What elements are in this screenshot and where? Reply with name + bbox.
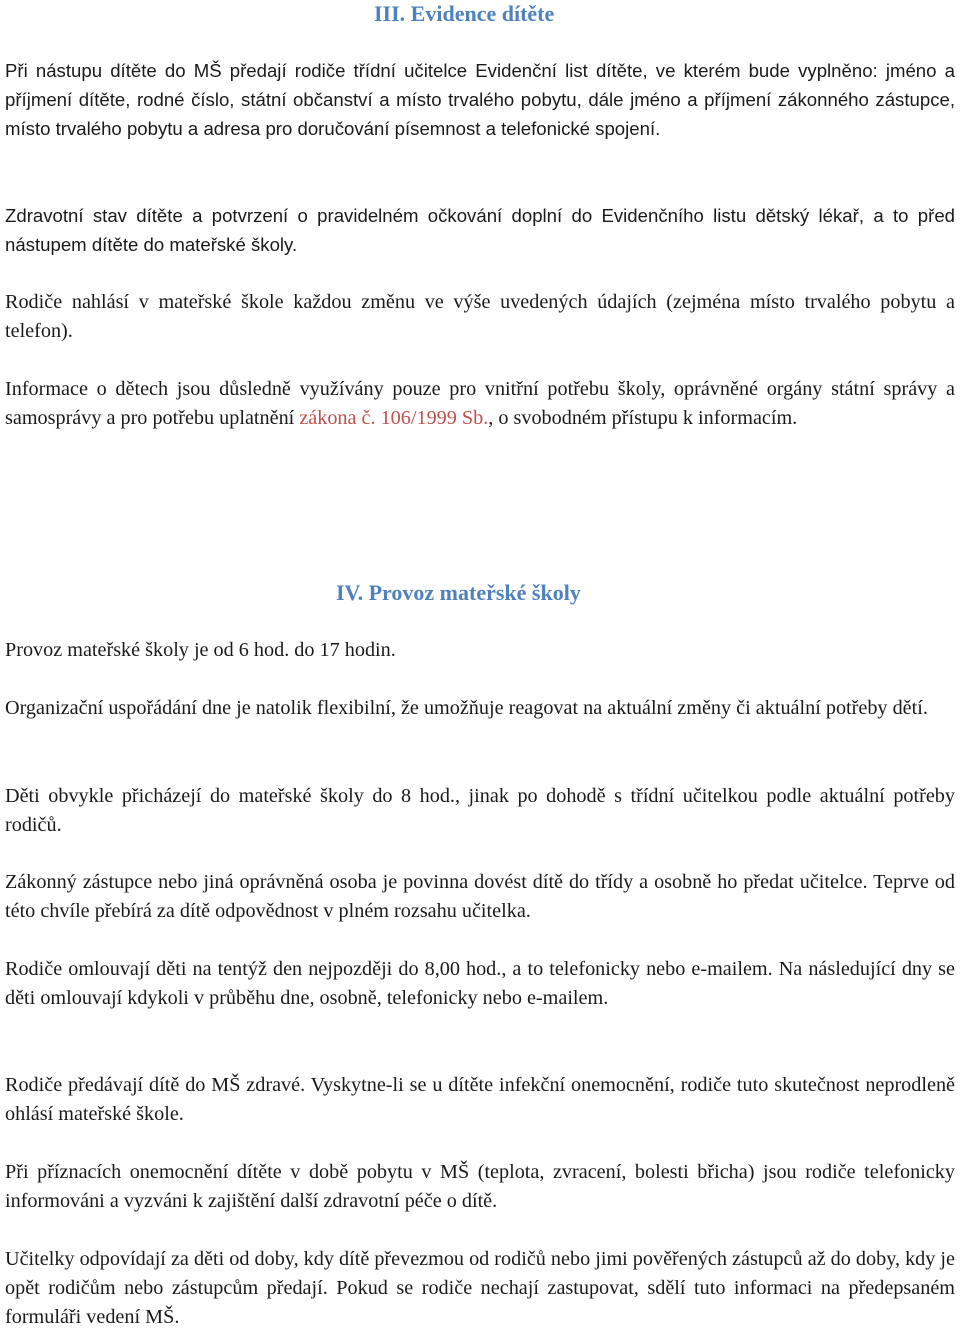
paragraph-arrival-time: Děti obvykle přicházejí do mateřské školy do 8 hod., jinak po dohodě s třídní učitelkou podle aktuální potřeby rodičů. [5, 785, 955, 836]
paragraph-report-changes-text: Rodiče nahlásí v mateřské škole každou změnu ve výše uvedených údajích (zejména místo trvalého pobytu a telefon). [5, 291, 955, 342]
paragraph-data-usage [5, 375, 955, 433]
paragraph-teacher-responsibility: Učitelky odpovídají za děti od doby, kdy dítě převezmou od rodičů nebo jimi pověřených zástupců až do doby, kdy je opět rodičům nebo zástupcům předají. Pokud se rodiče nechají zastupovat, sdělí tuto informaci na předepsaném formuláři vedení MŠ. [5, 1248, 955, 1328]
paragraph-illness-symptoms: Při příznacích onemocnění dítěte v době pobytu v MŠ (teplota, zvracení, bolesti břicha) jsou rodiče telefonicky informováni a vyzváni k zajištění další zdravotní péče o dítě. [5, 1161, 955, 1212]
law-link[interactable]: zákona č. 106/1999 Sb. [299, 407, 489, 429]
paragraph-evidence-list: Při nástupu dítěte do MŠ předají rodiče třídní učitelce Evidenční list dítěte, ve kterém bude vyplněno: jméno a příjmení dítěte, rodné číslo, státní občanství a místo trvalého pobytu, dále jméno a příjmení zákonného zástupce, místo trvalého pobytu a adresa pro doručování písemnost a telefonické spojení. [5, 60, 955, 139]
paragraph-day-organization: Organizační uspořádání dne je natolik flexibilní, že umožňuje reagovat na aktuální změny či aktuální potřeby dětí. [5, 697, 928, 719]
paragraph-data-usage-text: Informace o dětech jsou důsledně využívány pouze pro vnitřní potřebu školy, oprávněné orgány státní správy a samosprávy a pro potřebu uplatnění [5, 378, 955, 429]
paragraph-data-usage-tail: , o svobodném přístupu k informacím. [488, 407, 798, 429]
paragraph-absence-excuse: Rodiče omlouvají děti na tentýž den nejpozději do 8,00 hod., a to telefonicky nebo e-mailem. Na následující dny se děti omlouvají kdykoli v průběhu dne, osobně, telefonicky nebo e-mailem. [5, 958, 955, 1009]
paragraph-handover: Zákonný zástupce nebo jiná oprávněná osoba je povinna dovést dítě do třídy a osobně ho předat učitelce. Teprve od této chvíle přebírá za dítě odpovědnost v plném rozsahu učitelka. [5, 871, 955, 922]
paragraph-report-changes [5, 288, 955, 346]
section-heading-operation: IV. Provoz mateřské školy [336, 580, 581, 605]
paragraph-opening-hours: Provoz mateřské školy je od 6 hod. do 17 hodin. [5, 639, 396, 661]
section-heading-evidence: III. Evidence dítěte [374, 1, 555, 26]
paragraph-healthy-child: Rodiče předávají dítě do MŠ zdravé. Vyskytne-li se u dítěte infekční onemocnění, rodiče tuto skutečnost neprodleně ohlásí mateřské škole. [5, 1074, 955, 1125]
paragraph-health-status: Zdravotní stav dítěte a potvrzení o pravidelném očkování doplní do Evidenčního listu dětský lékař, a to před nástupem dítěte do mateřské školy. [5, 205, 955, 255]
